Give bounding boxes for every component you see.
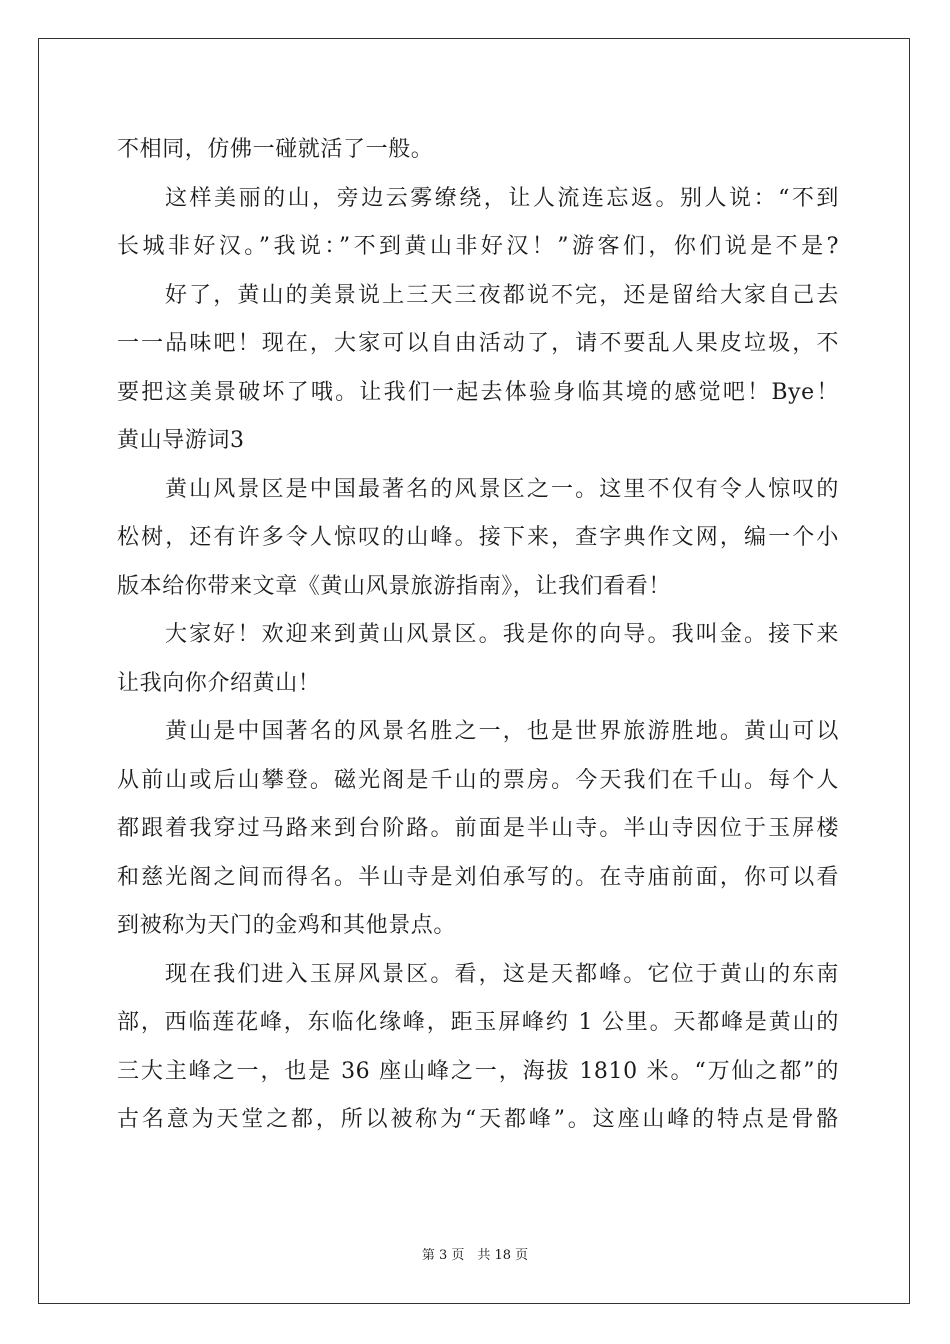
text-line: 从前山或后山攀登。磁光阁是千山的票房。今天我们在千山。每个人: [117, 767, 839, 793]
text-line: 都跟着我穿过马路来到台阶路。前面是半山寺。半山寺因位于玉屏楼: [117, 816, 839, 841]
text-line: 让我向你介绍黄山！: [117, 670, 321, 696]
text-line: 三大主峰之一，也是 36 座山峰之一，海拔 1810 米。“万仙之都”的: [117, 1058, 839, 1084]
text-line: 到被称为天门的金鸡和其他景点。: [117, 913, 457, 938]
document-body: [117, 126, 839, 1145]
text-line: 这样美丽的山，旁边云雾缭绕，让人流连忘返。别人说：“不到: [165, 185, 839, 211]
text-line: 和慈光阁之间而得名。半山寺是刘伯承写的。在寺庙前面，你可以看: [117, 864, 839, 890]
text-line: 现在我们进入玉屏风景区。看，这是天都峰。它位于黄山的东南: [165, 961, 839, 987]
text-line: 松树，还有许多令人惊叹的山峰。接下来，查字典作文网，编一个小: [117, 525, 839, 550]
text-line: 一一品味吧！现在，大家可以自由活动了，请不要乱人果皮垃圾，不: [117, 331, 839, 356]
text-line: 部，西临莲花峰，东临化缘峰，距玉屏峰约 1 公里。天都峰是黄山的: [117, 1010, 839, 1035]
text-line: 大家好！欢迎来到黄山风景区。我是你的向导。我叫金。接下来: [165, 622, 839, 647]
text-line: 要把这美景破坏了哦。让我们一起去体验身临其境的感觉吧！Bye！: [117, 379, 839, 405]
section-heading: 黄山导游词3: [117, 428, 245, 453]
text-line: 版本给你带来文章《黄山风景旅游指南》，让我们看看！: [117, 573, 672, 599]
text-line: 黄山是中国著名的风景名胜之一，也是世界旅游胜地。黄山可以: [165, 719, 839, 744]
text-line: 好了，黄山的美景说上三天三夜都说不完，还是留给大家自己去: [165, 282, 839, 308]
text-line: 古名意为天堂之都，所以被称为“天都峰”。这座山峰的特点是骨骼: [117, 1107, 839, 1132]
text-line: 长城非好汉。”我说：”不到黄山非好汉！”游客们，你们说是不是?: [117, 234, 839, 259]
text-line: 黄山风景区是中国最著名的风景区之一。这里不仅有令人惊叹的: [165, 476, 839, 502]
page-number: 第 3 页 共 18 页: [421, 1248, 529, 1263]
text-line: 不相同，仿佛一碰就活了一般。: [117, 137, 434, 162]
